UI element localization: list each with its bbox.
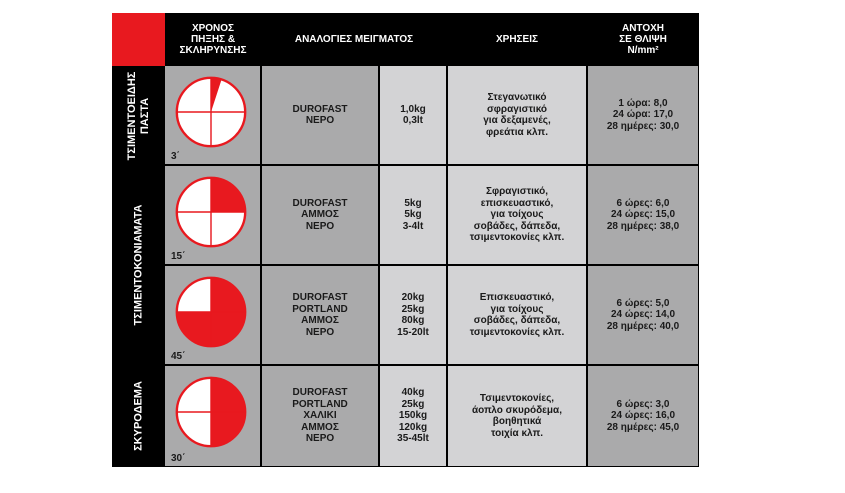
header-mix-ratio: ΑΝΑΛΟΓΙΕΣ ΜΕΙΓΜΑΤΟΣ [294, 34, 414, 45]
setting-time-label: 30΄ [171, 452, 186, 464]
amounts-cell: 20kg 25kg 80kg 15-20lt [380, 266, 446, 364]
setting-time-clock-icon [173, 74, 249, 150]
setting-time-label: 45΄ [171, 350, 186, 362]
uses-cell: Τσιμεντοκονίες, άοπλο σκυρόδεμα, βοηθητικά τοιχία κλπ. [448, 366, 586, 466]
strength-cell: 1 ώρα: 8,0 24 ώρα: 17,0 28 ημέρες: 30,0 [588, 66, 698, 164]
setting-time-label: 15΄ [171, 250, 186, 262]
time-cell [165, 166, 260, 264]
uses-cell: Επισκευαστικό, για τοίχους σοβάδες, δάπεδα, τσιμεντοκονίες κλπ. [448, 266, 586, 364]
category-label: ΤΣΙΜΕΝΤΟΕΙΔΗΣ ΠΑΣΤΑ [125, 71, 151, 160]
setting-time-clock-icon [173, 274, 249, 350]
header-strength-unit: N/mm² [627, 45, 659, 56]
setting-time-clock-icon [173, 174, 249, 250]
category-cement-mortars [112, 165, 165, 365]
setting-time-label: 3΄ [171, 150, 180, 162]
materials-cell: DUROFAST ΝΕΡΟ [262, 66, 378, 164]
materials-cell: DUROFAST PORTLAND ΧΑΛΙΚΙ ΑΜΜΟΣ ΝΕΡΟ [262, 366, 378, 466]
header-strength-line1: ΑΝΤΟΧΗ [621, 23, 665, 34]
clock-elapsed-wedge [211, 178, 245, 212]
uses-cell: Σφραγιστικό, επισκευαστικό, για τοίχους σοβάδες, δάπεδα, τσιμεντοκονίες κλπ. [448, 166, 586, 264]
header-corner [112, 13, 165, 66]
category-cement-paste [112, 66, 165, 165]
strength-cell: 6 ώρες: 6,0 24 ώρες: 15,0 28 ημέρες: 38,0 [588, 166, 698, 264]
amounts-cell: 1,0kg 0,3lt [380, 66, 446, 164]
spec-table [112, 13, 699, 467]
time-cell [165, 366, 260, 466]
setting-time-clock-icon [173, 374, 249, 450]
category-concrete [112, 365, 165, 467]
category-label: ΣΚΥΡΟΔΕΜΑ [132, 381, 144, 451]
materials-cell: DUROFAST PORTLAND ΑΜΜΟΣ ΝΕΡΟ [262, 266, 378, 364]
header-setting-time: ΧΡΟΝΟΣ ΠΗΞΗΣ & ΣΚΛΗΡΥΝΣΗΣ [179, 23, 247, 56]
amounts-cell: 40kg 25kg 150kg 120kg 35-45lt [380, 366, 446, 466]
header-strength [587, 13, 699, 66]
amounts-cell: 5kg 5kg 3-4lt [380, 166, 446, 264]
uses-cell: Στεγανωτικό σφραγιστικό για δεξαμενές, φρεάτια κλπ. [448, 66, 586, 164]
time-cell [165, 266, 260, 364]
header-uses: ΧΡΗΣΕΙΣ [495, 34, 538, 45]
materials-cell: DUROFAST ΑΜΜΟΣ ΝΕΡΟ [262, 166, 378, 264]
category-label: ΤΣΙΜΕΝΤΟΚΟΝΙΑΜΑΤΑ [132, 204, 144, 326]
strength-cell: 6 ώρες: 5,0 24 ώρες: 14,0 28 ημέρες: 40,0 [588, 266, 698, 364]
header-strength-line2: ΣΕ ΘΛΙΨΗ [619, 34, 667, 45]
strength-cell: 6 ώρες: 3,0 24 ώρες: 16,0 28 ημέρες: 45,0 [588, 366, 698, 466]
time-cell [165, 66, 260, 164]
